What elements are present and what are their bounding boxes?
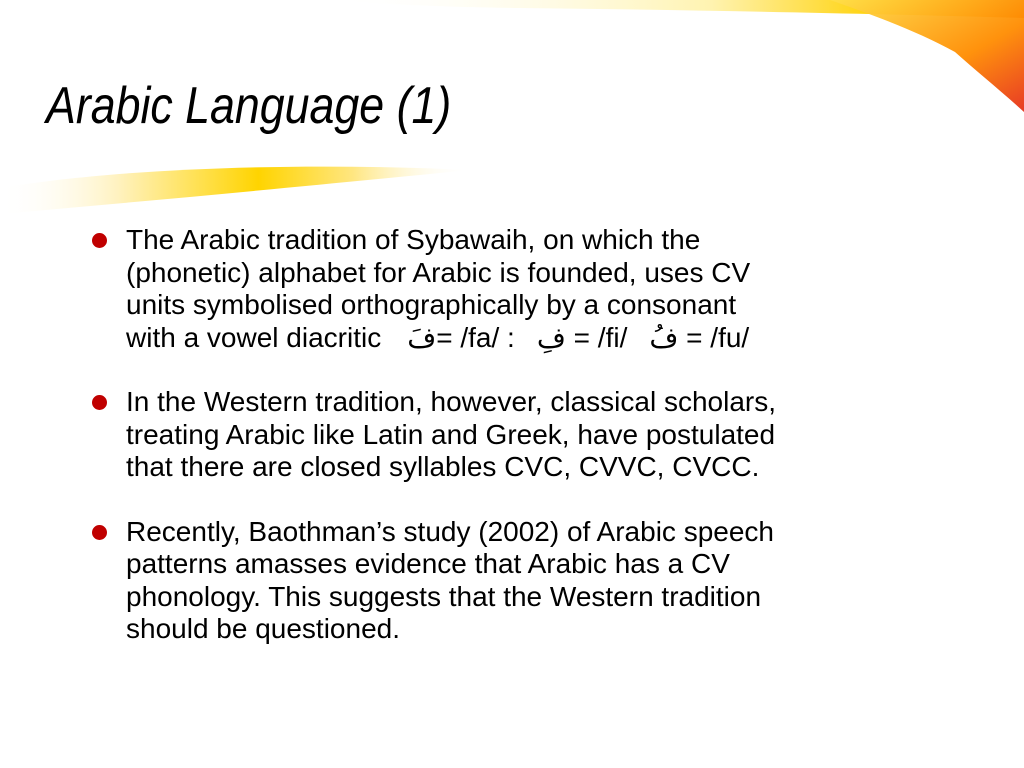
bullet-dot-icon <box>92 395 107 410</box>
example-fu-text: = /fu/ <box>686 321 750 353</box>
bullet-line: treating Arabic like Latin and Greek, have postulated <box>126 418 776 450</box>
bullet-item-sybawaih <box>92 224 972 354</box>
bullet-line: patterns amasses evidence that Arabic has a CV <box>126 548 730 579</box>
bullet-line: should be questioned. <box>126 613 400 644</box>
bullet-item-baothman <box>92 516 972 646</box>
decorative-swoosh-left <box>0 148 470 218</box>
bullet-dot-icon <box>92 233 107 248</box>
bullet-line: Recently, Baothman’s study (2002) of Arabic speech <box>126 515 774 547</box>
bullet-dot-icon <box>92 525 107 540</box>
bullet-item-western-tradition <box>92 386 972 484</box>
bullet-line: that there are closed syllables CVC, CVVC, CVCC. <box>126 451 760 482</box>
bullet-line: (phonetic) alphabet for Arabic is founded, uses CV <box>126 256 751 288</box>
bullet-list <box>92 224 972 678</box>
bullet-line-examples <box>126 322 972 355</box>
bullet-line: phonology. This suggests that the Western tradition <box>126 580 762 612</box>
bullet-line: units symbolised orthographically by a consonant <box>126 289 737 320</box>
example-fa-text: = /fa/ : <box>436 321 515 353</box>
arabic-letter-fi: فِ <box>536 320 566 354</box>
bullet-line: In the Western tradition, however, classical scholars, <box>126 386 777 417</box>
example-fi-text: = /fi/ <box>573 321 628 353</box>
arabic-letter-fu: فُ <box>649 320 679 354</box>
bullet-line: The Arabic tradition of Sybawaih, on which the <box>126 224 701 255</box>
bullet-line-text: with a vowel diacritic <box>126 321 382 353</box>
arabic-letter-fa: فَ <box>407 320 437 354</box>
slide-title: Arabic Language (1) <box>46 77 452 135</box>
